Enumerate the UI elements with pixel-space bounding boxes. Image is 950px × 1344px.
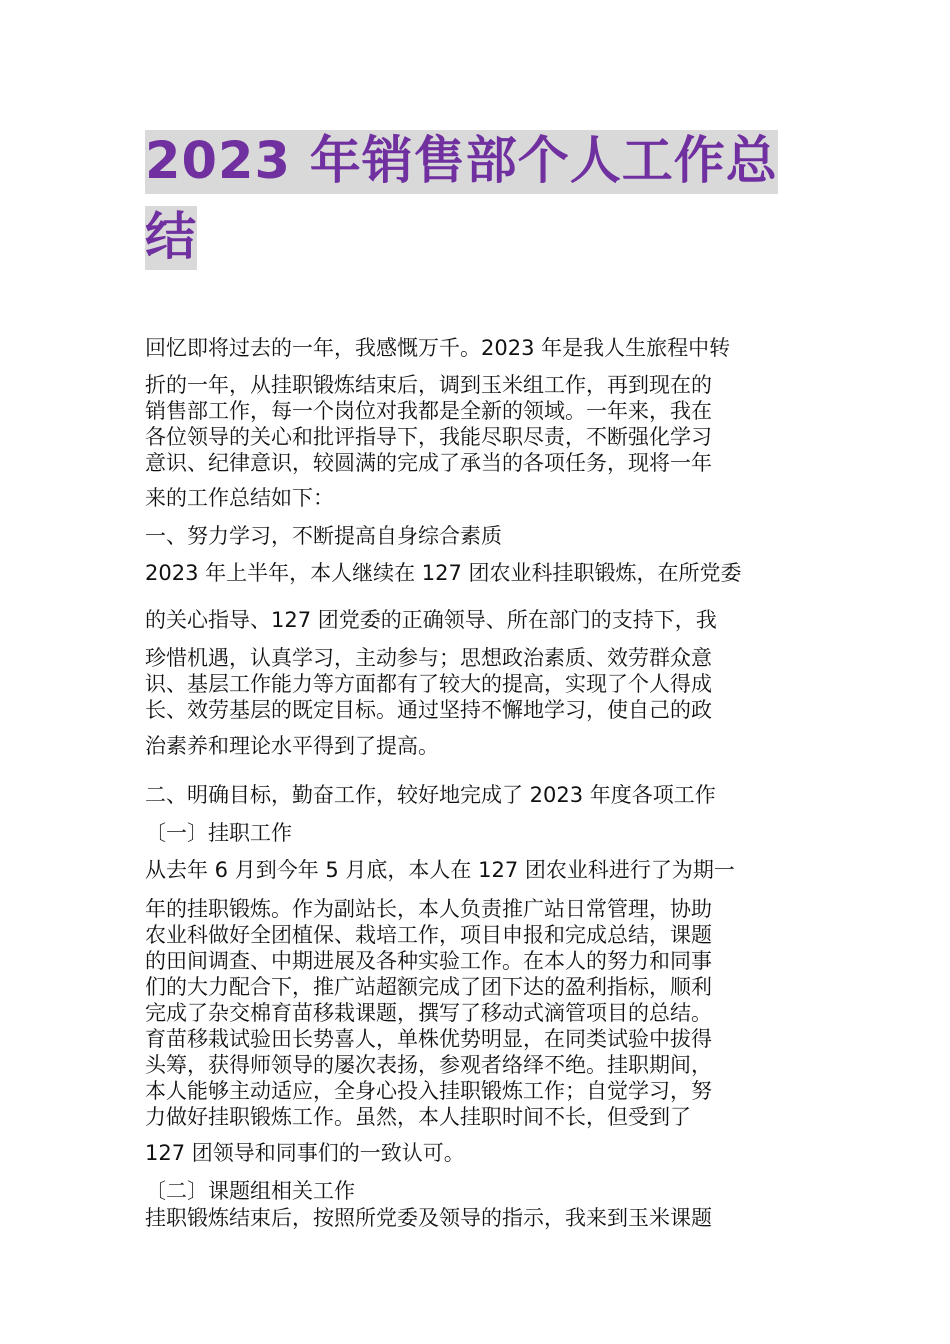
body-line-2: 折的一年，从挂职锻炼结束后，调到玉米组工作，再到现在的 (145, 373, 712, 397)
document-title-line-2: 结 (145, 206, 197, 270)
body-line-18: 完成了杂交棉育苗移栽课题，撰写了移动式滴管项目的总结。 (145, 1001, 712, 1025)
body-line-24: 挂职锻炼结束后，按照所党委及领导的指示，我来到玉米课题 (145, 1206, 712, 1230)
section-heading-1: 一、努力学习，不断提高自身综合素质 (145, 524, 502, 548)
body-line-20: 头筹，获得师领导的屡次表扬，参观者络绎不绝。挂职期间， (145, 1053, 712, 1077)
body-line-13: 从去年 6 月到今年 5 月底，本人在 127 团农业科进行了为期一 (145, 858, 735, 882)
body-line-1: 回忆即将过去的一年，我感慨万千。2023 年是我人生旅程中转 (145, 336, 731, 360)
body-line-21: 本人能够主动适应，全身心投入挂职锻炼工作；自觉学习，努 (145, 1079, 712, 1103)
body-line-11: 长、效劳基层的既定目标。通过坚持不懈地学习，使自己的政 (145, 698, 712, 722)
body-line-23: 127 团领导和同事们的一致认可。 (145, 1141, 465, 1165)
body-line-5: 意识、纪律意识，较圆满的完成了承当的各项任务，现将一年 (145, 451, 712, 475)
body-line-4: 各位领导的关心和批评指导下，我能尽职尽责，不断强化学习 (145, 425, 712, 449)
body-line-9: 珍惜机遇，认真学习，主动参与；思想政治素质、效劳群众意 (145, 646, 712, 670)
body-line-12: 治素养和理论水平得到了提高。 (145, 734, 439, 758)
body-line-19: 育苗移栽试验田长势喜人，单株优势明显，在同类试验中拔得 (145, 1027, 712, 1051)
body-line-3: 销售部工作，每一个岗位对我都是全新的领域。一年来，我在 (145, 399, 712, 423)
body-line-7: 2023 年上半年，本人继续在 127 团农业科挂职锻炼，在所党委 (145, 561, 742, 585)
document-title-line-1: 2023 年销售部个人工作总 (145, 130, 778, 194)
body-line-8: 的关心指导、127 团党委的正确领导、所在部门的支持下，我 (145, 608, 717, 632)
body-line-15: 农业科做好全团植保、栽培工作，项目申报和完成总结，课题 (145, 923, 712, 947)
body-line-16: 的田间调查、中期进展及各种实验工作。在本人的努力和同事 (145, 949, 712, 973)
subsection-heading-2: 〔二〕课题组相关工作 (145, 1179, 355, 1203)
body-line-14: 年的挂职锻炼。作为副站长，本人负责推广站日常管理，协助 (145, 897, 712, 921)
body-line-17: 们的大力配合下，推广站超额完成了团下达的盈利指标，顺利 (145, 975, 712, 999)
body-line-6: 来的工作总结如下： (145, 486, 334, 510)
section-heading-2: 二、明确目标，勤奋工作，较好地完成了 2023 年度各项工作 (145, 783, 716, 807)
body-line-22: 力做好挂职锻炼工作。虽然，本人挂职时间不长，但受到了 (145, 1105, 691, 1129)
subsection-heading-1: 〔一〕挂职工作 (145, 821, 292, 845)
body-line-10: 识、基层工作能力等方面都有了较大的提高，实现了个人得成 (145, 672, 712, 696)
